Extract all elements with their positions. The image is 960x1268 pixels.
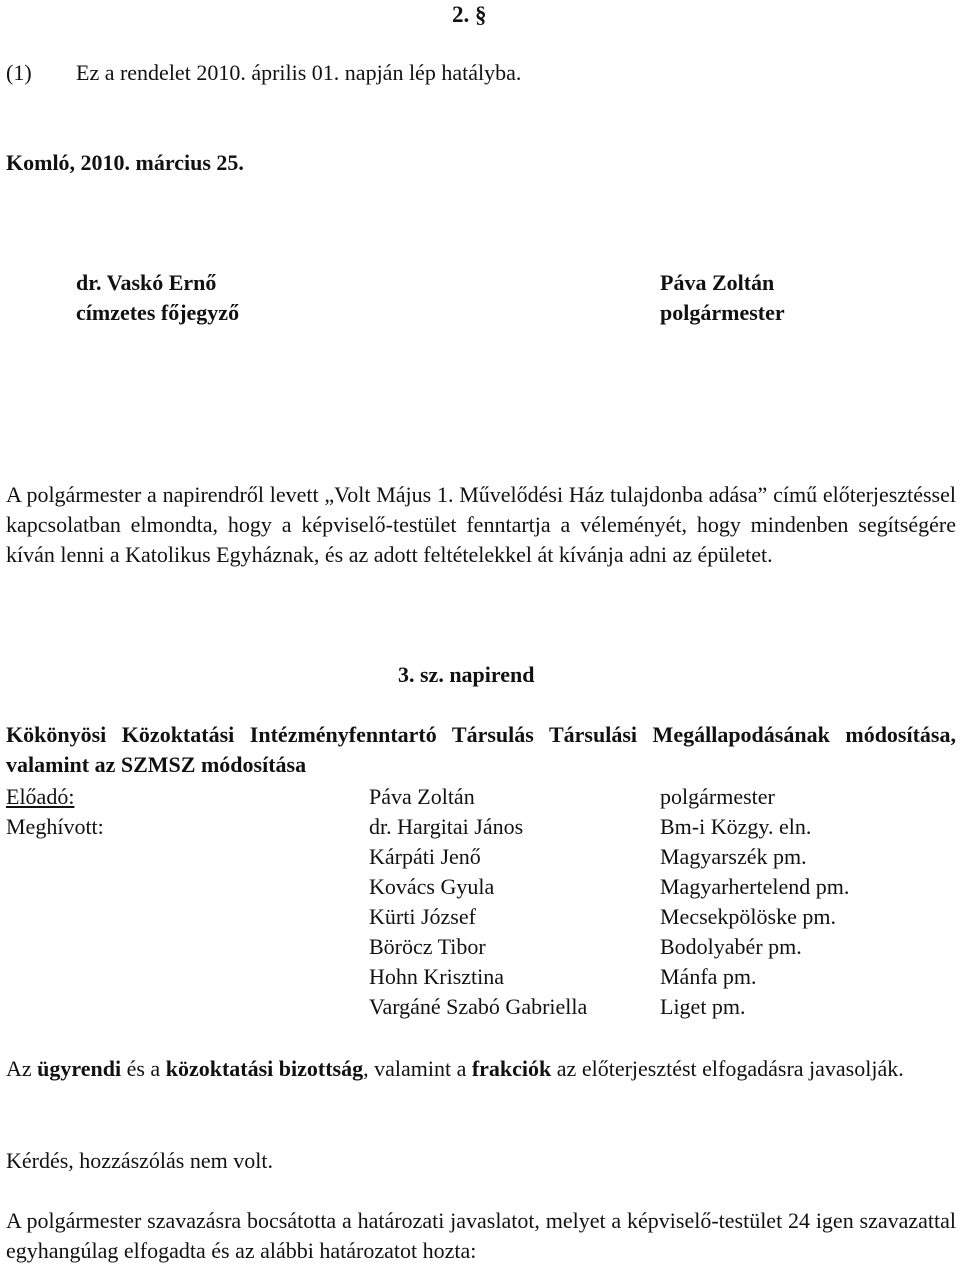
section-heading: 2. § bbox=[452, 2, 487, 27]
invited-role: Bodolyabér pm. bbox=[660, 934, 802, 959]
committee-text: az előterjesztést elfogadásra javasolják. bbox=[556, 1056, 904, 1081]
signature-left-title: címzetes főjegyző bbox=[76, 300, 240, 325]
invited-name: Vargáné Szabó Gabriella bbox=[369, 994, 588, 1019]
presenter-name: Páva Zoltán bbox=[369, 784, 475, 809]
invited-name: Hohn Krisztina bbox=[369, 964, 505, 989]
invited-name: Böröcz Tibor bbox=[369, 934, 486, 959]
invited-name: Kovács Gyula bbox=[369, 874, 495, 899]
signature-right-name: Páva Zoltán bbox=[660, 270, 775, 295]
committee-text: , valamint a bbox=[363, 1056, 467, 1081]
invited-name: Kürti József bbox=[369, 904, 476, 929]
committee-bold: közoktatási bizottság bbox=[165, 1056, 364, 1081]
signature-left-name: dr. Vaskó Ernő bbox=[76, 270, 217, 295]
committee-bold: ügyrendi bbox=[37, 1056, 122, 1081]
invited-role: Magyarszék pm. bbox=[660, 844, 807, 869]
committee-bold: frakciók bbox=[471, 1056, 552, 1081]
presenter-role: polgármester bbox=[660, 784, 775, 809]
agenda-heading: 3. sz. napirend bbox=[398, 662, 535, 687]
invited-label: Meghívott: bbox=[6, 814, 104, 839]
invited-role: Magyarhertelend pm. bbox=[660, 874, 850, 899]
decree-number: (1) bbox=[6, 60, 32, 85]
invited-role: Bm-i Közgy. eln. bbox=[660, 814, 812, 839]
invited-name: Kárpáti Jenő bbox=[369, 844, 481, 869]
invited-role: Liget pm. bbox=[660, 994, 746, 1019]
presenter-label: Előadó: bbox=[6, 784, 75, 809]
agenda-title: Kökönyösi Közoktatási Intézményfenntartó Társulás Társulási Megállapodásának módosítása, valamint az SZMSZ módosítása bbox=[6, 722, 956, 777]
committee-recommendation bbox=[6, 1054, 956, 1084]
committee-text: és a bbox=[126, 1056, 161, 1081]
signature-right-title: polgármester bbox=[660, 300, 785, 325]
committee-text: Az bbox=[6, 1056, 32, 1081]
invited-role: Mánfa pm. bbox=[660, 964, 757, 989]
mayor-statement: A polgármester a napirendről levett „Volt Május 1. Művelődési Ház tulajdonba adása” című előterjesztéssel kapcsolatban elmondta, hogy a képviselő-testület fenntartja a véleményét, hogy mindenben segítségére kíván lenni a Katolikus Egyháznak, és az adott feltételekkel át kívánja adni az épületet. bbox=[6, 482, 956, 567]
questions-note: Kérdés, hozzászólás nem volt. bbox=[6, 1148, 273, 1173]
vote-paragraph: A polgármester szavazásra bocsátotta a határozati javaslatot, melyet a képviselő-testület 24 igen szavazattal egyhangúlag elfogadta és az alábbi határozatot hozta: bbox=[6, 1208, 956, 1263]
invited-role: Mecsekpölöske pm. bbox=[660, 904, 836, 929]
invited-name: dr. Hargitai János bbox=[369, 814, 524, 839]
decree-text: Ez a rendelet 2010. április 01. napján lép hatályba. bbox=[76, 60, 522, 85]
place-date: Komló, 2010. március 25. bbox=[6, 150, 244, 175]
